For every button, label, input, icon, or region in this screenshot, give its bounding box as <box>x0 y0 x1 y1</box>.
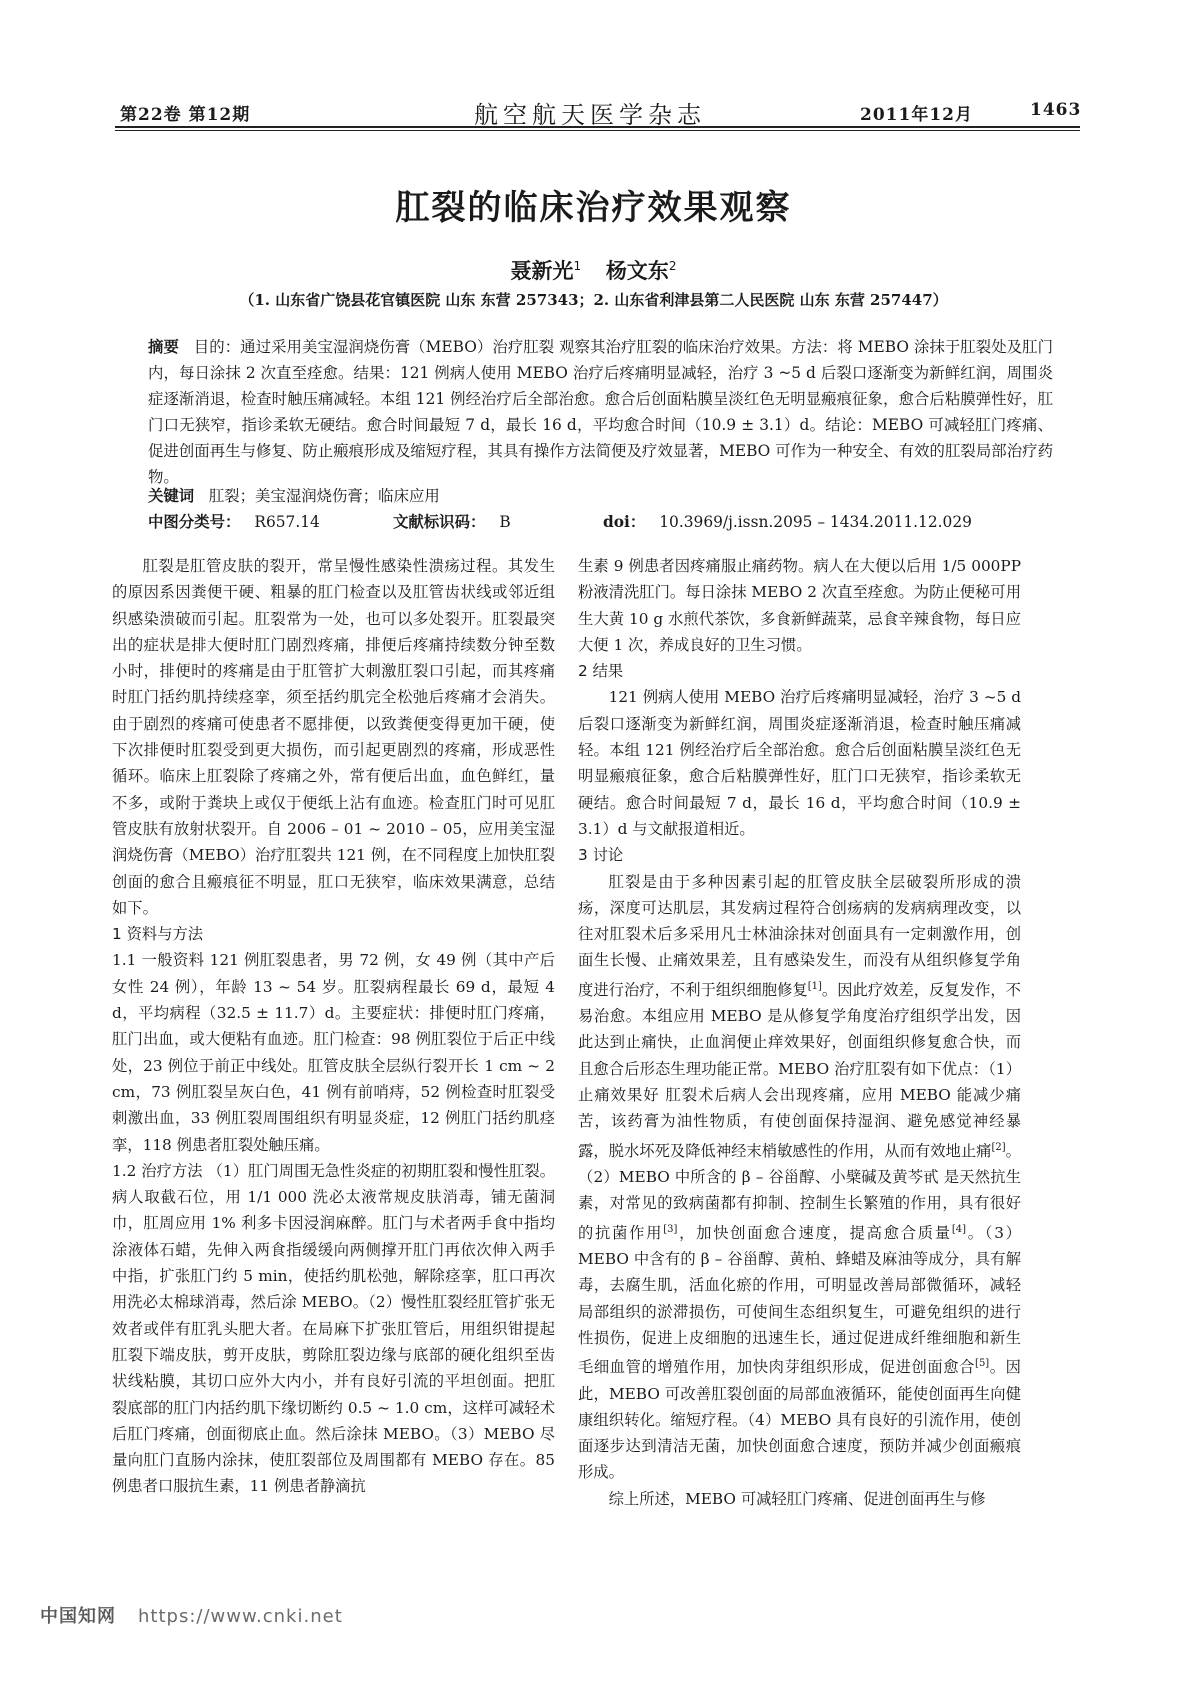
volume-issue: 第22卷 第12期 <box>120 105 251 125</box>
cnki-logo: 中国知网 <box>40 1606 116 1627</box>
discussion-text-6: 。因此，MEBO 可改善肛裂创面的局部血液循环，能使创面再生向健康组织转化。缩短疗程。（4）MEBO 具有良好的引流作用，使创面逐步达到清洁无菌，加快创面愈合速度，预防并减少创面瘢痕形成。 <box>578 1358 1021 1482</box>
doc-code: B <box>499 513 511 531</box>
author-list <box>0 255 1187 285</box>
keywords-text: 肛裂；美宝湿润烧伤膏；临床应用 <box>208 487 440 505</box>
doi-label: doi： <box>603 513 646 531</box>
section-heading-methods: 1 资料与方法 <box>112 925 204 944</box>
citation-2: [2] <box>991 1141 1006 1153</box>
treatment-continued: 生素 9 例患者因疼痛服止痛药物。病人在大便以后用 1/5 000PP 粉液清洗肛门。每日涂抹 MEBO 2 次直至痊愈。为防止便秘可用生大黄 10 g 水煎代茶饮，多食新鲜蔬菜，忌食辛辣食物，每日应大便 1 次，养成良好的卫生习惯。 <box>578 557 1021 654</box>
discussion-text-1: 肛裂是由于多种因素引起的肛管皮肤全层破裂所形成的溃疡，深度可达肌层，其发病过程符合创疡病的发病病理改变，以往对肛裂术后多采用凡士林油涂抹对创面具有一定刺激作用，创面生长慢、止痛效果差，且有感染发生，而没有从组织修复学角度进行治疗，不利于组织细胞修复 <box>578 872 1021 999</box>
treatment-paragraph: 1.2 治疗方法 （1）肛门周围无急性炎症的初期肛裂和慢性肛裂。病人取截石位，用 1/1 000 洗必太液常规皮肤消毒，铺无菌洞巾，肛周应用 1% 利多卡因浸润麻醉。肛门与术者两手食中指均涂液体石蜡，先伸入两食指缓缓向两侧撑开肛门再依次伸入两手中指，扩张肛门约 5 min，使括约肌松弛，解除痉挛，肛口再次用洗必太棉球消毒，然后涂 MEBO。（2）慢性肛裂经肛管扩张无效者或伴有肛乳头肥大者。在局麻下扩张肛管后，用组织钳提起肛裂下端皮肤，剪开皮肤，剪除肛裂边缘与底部的硬化组织至齿状线粘膜，其切口应外大内小，并有良好引流的平坦创面。把肛裂底部的肛门内括约肌下缘切断约 0.5 ~ 1.0 cm，这样可减轻术后肛门疼痛，创面彻底止血。然后涂抹 MEBO。（3）MEBO 尽量向肛门直肠内涂抹，使肛裂部位及周围都有 MEBO 存在。85 例患者口服抗生素，11 例患者静滴抗 <box>112 1161 555 1496</box>
citation-1: [1] <box>807 980 822 992</box>
header-rule <box>115 126 1080 128</box>
affiliation: （1. 山东省广饶县花官镇医院 山东 东营 257343；2. 山东省利津县第二人民医院 山东 东营 257447） <box>239 291 948 309</box>
author-2: 杨文东 <box>605 259 669 283</box>
issue-date: 2011年12月 <box>860 105 973 125</box>
journal-name: 航空航天医学杂志 <box>474 101 706 129</box>
body-column-left <box>112 553 555 1500</box>
page-number: 1463 <box>1030 100 1082 120</box>
abstract-text: 目的：通过采用美宝湿润烧伤膏（MEBO）治疗肛裂 观察其治疗肛裂的临床治疗效果。方法：将 MEBO 涂抹于肛裂处及肛门内，每日涂抹 2 次直至痊愈。结果：121 例病人使用 MEBO 治疗后疼痛明显减轻，治疗 3 ~5 d 后裂口逐渐变为新鲜红润，周围炎症逐渐消退，检查时触压痛减轻。本组 121 例经治疗后全部治愈。愈合后创面粘膜呈淡红色无明显瘢痕征象，愈合后粘膜弹性好，肛门口无狭窄，指诊柔软无硬结。愈合时间最短 7 d，最长 16 d，平均愈合时间（10.9 ± 3.1）d。结论：MEBO 可减轻肛门疼痛、促进创面再生与修复、防止瘢痕形成及缩短疗程，其具有操作方法简便及疗效显著，MEBO 可作为一种安全、有效的肛裂局部治疗药物。 <box>148 338 1053 486</box>
discussion-text-5: 。（3）MEBO 中含有的 β – 谷甾醇、黄柏、蜂蜡及麻油等成分，具有解毒，去腐生肌，活血化瘀的作用，可明显改善局部微循环，减轻局部组织的淤滞损伤，可使间生态组织复生，可避免组织的进行性损伤，促进上皮细胞的迅速生长，通过促进成纤维细胞和新生毛细血管的增殖作用，加快肉芽组织形成，促进创面愈合 <box>578 1223 1021 1377</box>
results-paragraph: 121 例病人使用 MEBO 治疗后疼痛明显减轻，治疗 3 ~5 d 后裂口逐渐变为新鲜红润，周围炎症逐渐消退，检查时触压痛减轻。本组 121 例经治疗后全部治愈。愈合后创面粘膜呈淡红色无明显瘢痕征象，愈合后粘膜弹性好，肛门口无狭窄，指诊柔软无硬结。愈合时间最短 7 d，最长 16 d，平均愈合时间（10.9 ± 3.1）d 与文献报道相近。 <box>578 688 1021 838</box>
author-2-affil: 2 <box>668 259 677 273</box>
citation-5: [5] <box>975 1358 990 1370</box>
body-column-right <box>578 553 1021 1512</box>
discussion-paragraph <box>578 869 1021 1486</box>
intro-paragraph: 肛裂是肛管皮肤的裂开，常呈慢性感染性溃疡过程。其发生的原因系因粪便干硬、粗暴的肛门检查以及肛管齿状线或邻近组织感染溃破而引起。肛裂常为一处，也可以多处裂开。肛裂最突出的症状是排大便时肛门剧烈疼痛，排便后疼痛持续数分钟至数小时，排便时的疼痛是由于肛管扩大刺激肛裂口引起，而其疼痛时肛门括约肌持续痉挛，须至括约肌完全松弛后疼痛才会消失。由于剧烈的疼痛可使患者不愿排便，以致粪便变得更加干硬，使下次排便时肛裂受到更大损伤，而引起更剧烈的疼痛，形成恶性循环。临床上肛裂除了疼痛之外，常有便后出血，血色鲜红，量不多，或附于粪块上或仅于便纸上沾有血迹。检查肛门时可见肛管皮肤有放射状裂开。自 2006 – 01 ~ 2010 – 05，应用美宝湿润烧伤膏（MEBO）治疗肛裂共 121 例，在不同程度上加快肛裂创面的愈合且瘢痕征不明显，肛口无狭窄，临床效果满意，总结如下。 <box>112 557 555 917</box>
citation-3: [3] <box>663 1223 678 1235</box>
keywords-label: 关键词 <box>148 487 195 505</box>
discussion-text-4: ，加快创面愈合速度，提高愈合质量 <box>677 1223 952 1242</box>
conclusion-paragraph: 综上所述，MEBO 可减轻肛门疼痛、促进创面再生与修 <box>608 1489 986 1508</box>
citation-4: [4] <box>951 1223 967 1235</box>
abstract-label: 摘要 <box>148 338 179 356</box>
author-1-affil: 1 <box>573 259 582 273</box>
doc-code-label: 文献标识码： <box>393 513 486 531</box>
abstract <box>148 334 1053 490</box>
cnki-url[interactable]: https://www.cnki.net <box>138 1606 343 1627</box>
section-heading-results: 2 结果 <box>578 662 624 681</box>
discussion-text-3: 。（2）MEBO 中所含的 β – 谷甾醇、小檗碱及黄芩甙 是天然抗生素，对常见的致病菌都有抑制、控制生长繁殖的作用，具有很好的抗菌作用 <box>578 1141 1021 1242</box>
clc-code: R657.14 <box>254 513 320 531</box>
general-data-paragraph: 1.1 一般资料 121 例肛裂患者，男 72 例，女 49 例（其中产后女性 24 例），年龄 13 ~ 54 岁。肛裂病程最长 69 d，最短 4 d，平均病程（32.5 ± 11.7）d。主要症状：排便时肛门疼痛，肛门出血，或大便粘有血迹。肛门检查：98 例肛裂位于后正中线处，23 例位于前正中线处。肛管皮肤全层纵行裂开长 1 cm ~ 2 cm，73 例肛裂呈灰白色，41 例有前哨痔，52 例检查时肛裂受刺激出血，33 例肛裂周围组织有明显炎症，12 例肛门括约肌痉挛，118 例患者肛裂处触压痛。 <box>112 951 555 1154</box>
classification-line <box>148 510 1053 532</box>
section-heading-discussion: 3 讨论 <box>578 846 624 865</box>
cnki-watermark <box>40 1602 343 1628</box>
author-1: 聂新光 <box>510 259 574 283</box>
keywords <box>148 484 1053 506</box>
clc-label: 中图分类号： <box>148 513 241 531</box>
header-rule-thin <box>115 130 1080 131</box>
discussion-text-2: 。因此疗效差，反复发作，不易治愈。本组应用 MEBO 是从修复学角度治疗组织学出发，因此达到止痛快，止血润便止痒效果好，创面组织修复愈合快，而且愈合后形态生理功能正常。MEBO 治疗肛裂有如下优点：（1）止痛效果好 肛裂术后病人会出现疼痛，应用 MEBO 能减少痛苦，该药膏为油性物质，有使创面保持湿润、避免感觉神经暴露，脱水坏死及降低神经末梢敏感性的作用，从而有效地止痛 <box>578 980 1021 1160</box>
article-title: 肛裂的临床治疗效果观察 <box>395 188 792 228</box>
doi-value: 10.3969/j.issn.2095 – 1434.2011.12.029 <box>659 513 972 531</box>
